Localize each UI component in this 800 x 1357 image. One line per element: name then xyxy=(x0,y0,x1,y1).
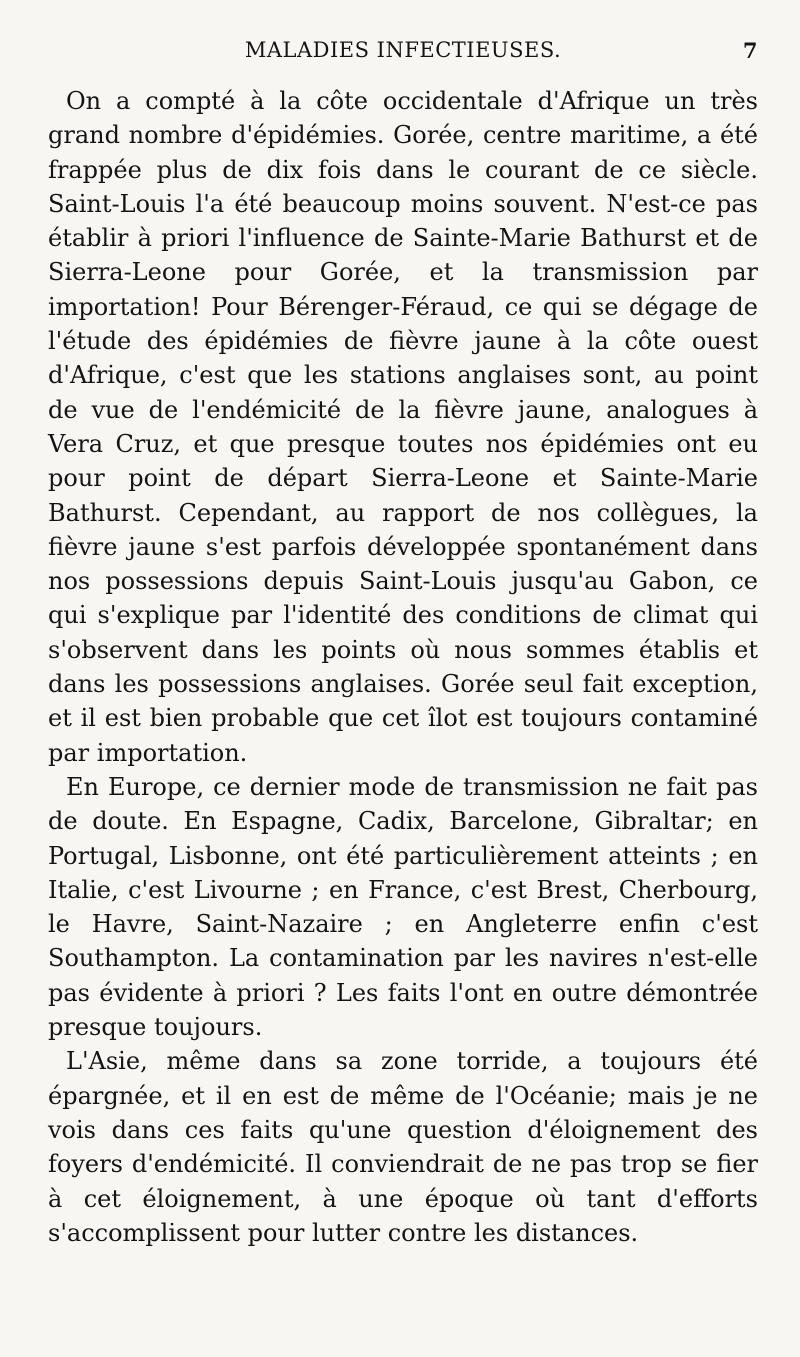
paragraph-asia-oceania: L'Asie, même dans sa zone torride, a toujours été épargnée, et il en est de même de l'Océanie; mais je ne vois dans ces faits qu'une question d'éloignement des foyers d'endémicité. Il conviendrait de ne pas trop se fier à cet éloignement, à une époque où tant d'efforts s'accomplissent pour lutter contre les distances. xyxy=(48,1047,758,1247)
running-head xyxy=(48,38,758,84)
body-text xyxy=(48,84,758,1250)
paragraph-europe: En Europe, ce dernier mode de transmission ne fait pas de doute. En Espagne, Cadix, Barcelone, Gibraltar; en Portugal, Lisbonne, ont été particulièrement atteints ; en Italie, c'est Livourne ; en France, c'est Brest, Cherbourg, le Havre, Saint-Nazaire ; en Angleterre enfin c'est Southampton. La contamination par les navires n'est-elle pas évidente à priori ? Les faits l'ont en outre démontrée presque toujours. xyxy=(48,772,758,1042)
paragraph-west-africa: On a compté à la côte occidentale d'Afrique un très grand nombre d'épidémies. Gorée, centre maritime, a été frappée plus de dix fois dans le courant de ce siècle. Saint-Louis l'a été beaucoup moins souvent. N'est-ce pas établir à priori l'influence de Sainte-Marie Bathurst et de Sierra-Leone pour Gorée, et la transmission par importation! Pour Bérenger-Féraud, ce qui se dégage de l'étude des épidémies de fièvre jaune à la côte ouest d'Afrique, c'est que les stations anglaises sont, au point de vue de l'endémicité de la fièvre jaune, analogues à Vera Cruz, et que presque toutes nos épidémies ont eu pour point de départ Sierra-Leone et Sainte-Marie Bathurst. Cependant, au rapport de nos collègues, la fièvre jaune s'est parfois développée spontanément dans nos possessions depuis Saint-Louis jusqu'au Gabon, ce qui s'explique par l'identité des conditions de climat qui s'observent dans les points où nous sommes établis et dans les possessions anglaises. Gorée seul fait exception, et il est bien probable que cet îlot est toujours contaminé par importation. xyxy=(48,87,758,767)
page-number: 7 xyxy=(742,38,758,63)
running-title: MALADIES INFECTIEUSES. xyxy=(244,38,562,62)
